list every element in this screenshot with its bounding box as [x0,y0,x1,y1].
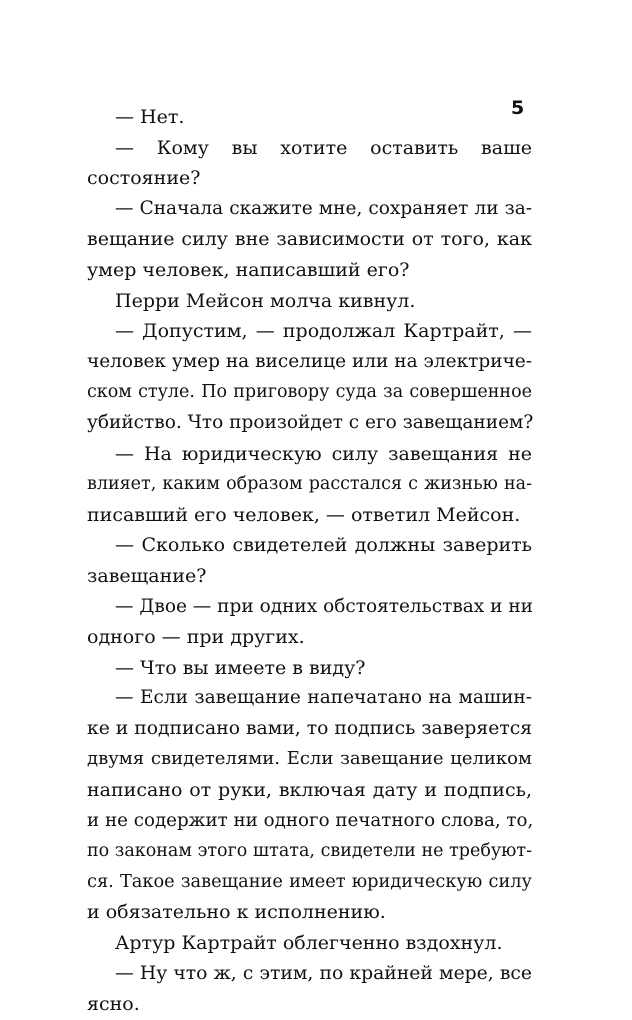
text-line: — Сколько свидетелей должны заверить [115,534,532,557]
page-number: 5 [511,97,525,119]
text-line: — Ну что ж, с этим, по крайней мере, все [115,962,532,984]
body-text [87,102,532,1020]
text-line: написано от руки, включая дату и подпись, [87,779,532,802]
text-line: и обязательно к исполнению. [87,901,386,924]
text-line: человек умер на виселице или на электриче- [87,350,532,372]
text-line: писавший его человек, — ответил Мейсон. [87,503,521,526]
text-line: убийство. Что произойдет с его завещанием? [87,411,534,433]
text-line: по законам этого штата, свидетели не требуют- [87,841,532,862]
text-line: завещание? [87,564,207,587]
text-line: — Двое — при одних обстоятельствах и ни [115,595,533,617]
text-line: — На юридическую силу завещания не [115,442,532,465]
text-line: ясно. [87,993,140,1016]
text-line: умер человек, написавший его? [87,258,410,281]
text-line: — Сначала скажите мне, сохраняет ли за- [115,197,532,219]
text-line: — Если завещание напечатано на машин- [115,687,532,709]
text-line: вещание силу вне зависимости от того, как [87,228,532,251]
text-line: и не содержит ни одного печатного слова, то, [87,809,534,831]
text-line: двумя свидетелями. Если завещание целиком [87,748,532,770]
text-line: одного — при других. [87,626,305,649]
text-line: — Что вы имеете в виду? [115,656,366,679]
text-line: — Допустим, — продолжал Картрайт, — [115,320,532,343]
text-line: ке и подписано вами, то подпись заверяется [87,717,533,739]
text-line: ся. Такое завещание имеет юридическую силу [87,871,532,892]
text-line: Перри Мейсон молча кивнул. [115,289,416,312]
text-line: — Нет. [115,106,185,128]
text-line: ском стуле. По приговору суда за совершенное [87,382,532,403]
text-line: Артур Картрайт облегченно вздохнул. [115,932,503,955]
text-line: — Кому вы хотите оставить ваше [115,136,532,159]
text-line: влияет, каким образом расстался с жизнью на- [87,474,532,495]
text-line: состояние? [87,167,201,190]
